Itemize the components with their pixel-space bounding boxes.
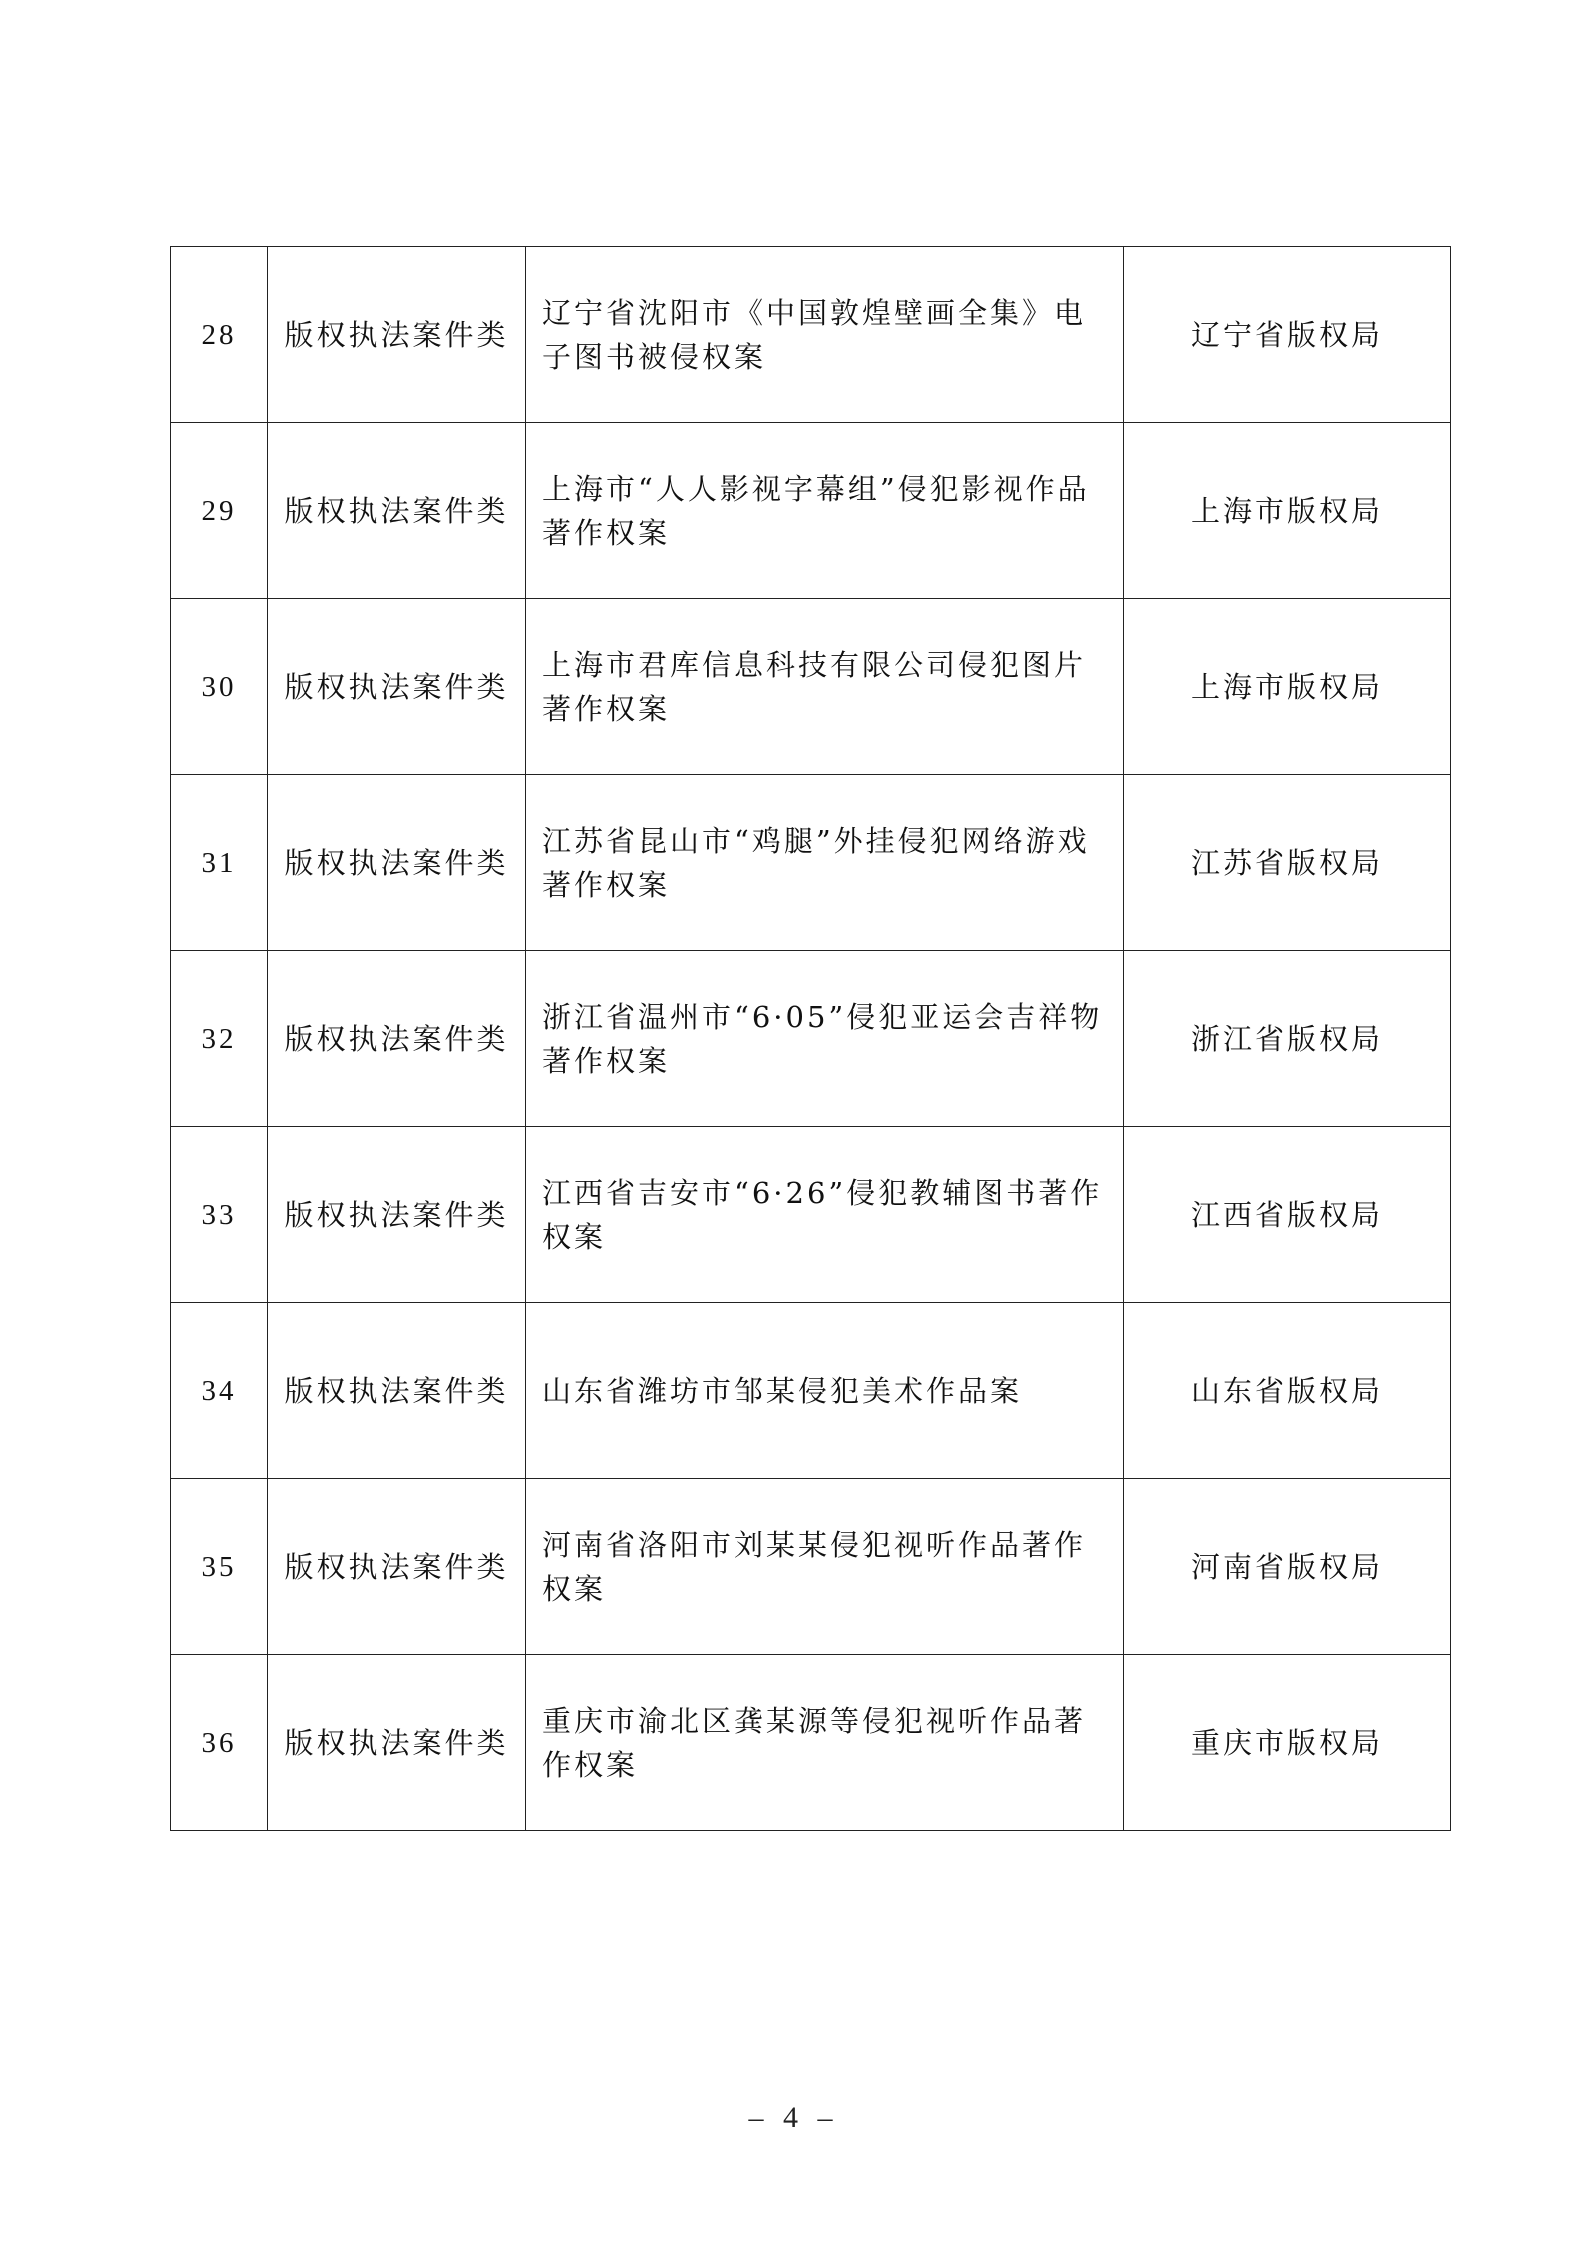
row-number: 32 <box>171 951 268 1127</box>
table-row <box>171 1127 1451 1303</box>
row-case-name: 山东省潍坊市邹某侵犯美术作品案 <box>526 1303 1124 1479</box>
table-row <box>171 247 1451 423</box>
row-number: 33 <box>171 1127 268 1303</box>
row-case-name: 上海市君库信息科技有限公司侵犯图片著作权案 <box>526 599 1124 775</box>
row-unit: 上海市版权局 <box>1124 423 1451 599</box>
row-number: 30 <box>171 599 268 775</box>
row-case-name: 江西省吉安市“6·26”侵犯教辅图书著作权案 <box>526 1127 1124 1303</box>
row-number: 28 <box>171 247 268 423</box>
row-number: 34 <box>171 1303 268 1479</box>
table-row <box>171 775 1451 951</box>
row-category: 版权执法案件类 <box>268 775 526 951</box>
row-category: 版权执法案件类 <box>268 1127 526 1303</box>
row-case-name: 辽宁省沈阳市《中国敦煌壁画全集》电子图书被侵权案 <box>526 247 1124 423</box>
row-unit: 上海市版权局 <box>1124 599 1451 775</box>
row-case-name: 浙江省温州市“6·05”侵犯亚运会吉祥物著作权案 <box>526 951 1124 1127</box>
row-number: 35 <box>171 1479 268 1655</box>
row-category: 版权执法案件类 <box>268 1303 526 1479</box>
row-unit: 河南省版权局 <box>1124 1479 1451 1655</box>
row-unit: 江西省版权局 <box>1124 1127 1451 1303</box>
table-row <box>171 1303 1451 1479</box>
row-unit: 重庆市版权局 <box>1124 1655 1451 1831</box>
row-number: 36 <box>171 1655 268 1831</box>
case-table-body <box>171 247 1451 1831</box>
row-number: 31 <box>171 775 268 951</box>
table-row <box>171 423 1451 599</box>
table-row <box>171 1655 1451 1831</box>
row-unit: 辽宁省版权局 <box>1124 247 1451 423</box>
row-category: 版权执法案件类 <box>268 423 526 599</box>
table-row <box>171 1479 1451 1655</box>
row-category: 版权执法案件类 <box>268 1479 526 1655</box>
row-category: 版权执法案件类 <box>268 599 526 775</box>
case-table <box>170 246 1451 1831</box>
row-unit: 山东省版权局 <box>1124 1303 1451 1479</box>
row-number: 29 <box>171 423 268 599</box>
row-category: 版权执法案件类 <box>268 951 526 1127</box>
row-unit: 江苏省版权局 <box>1124 775 1451 951</box>
row-case-name: 重庆市渝北区龚某源等侵犯视听作品著作权案 <box>526 1655 1124 1831</box>
row-category: 版权执法案件类 <box>268 247 526 423</box>
row-unit: 浙江省版权局 <box>1124 951 1451 1127</box>
table-row <box>171 951 1451 1127</box>
row-category: 版权执法案件类 <box>268 1655 526 1831</box>
page-number: – 4 – <box>748 2101 839 2134</box>
row-case-name: 河南省洛阳市刘某某侵犯视听作品著作权案 <box>526 1479 1124 1655</box>
row-case-name: 江苏省昆山市“鸡腿”外挂侵犯网络游戏著作权案 <box>526 775 1124 951</box>
row-case-name: 上海市“人人影视字幕组”侵犯影视作品著作权案 <box>526 423 1124 599</box>
table-row <box>171 599 1451 775</box>
